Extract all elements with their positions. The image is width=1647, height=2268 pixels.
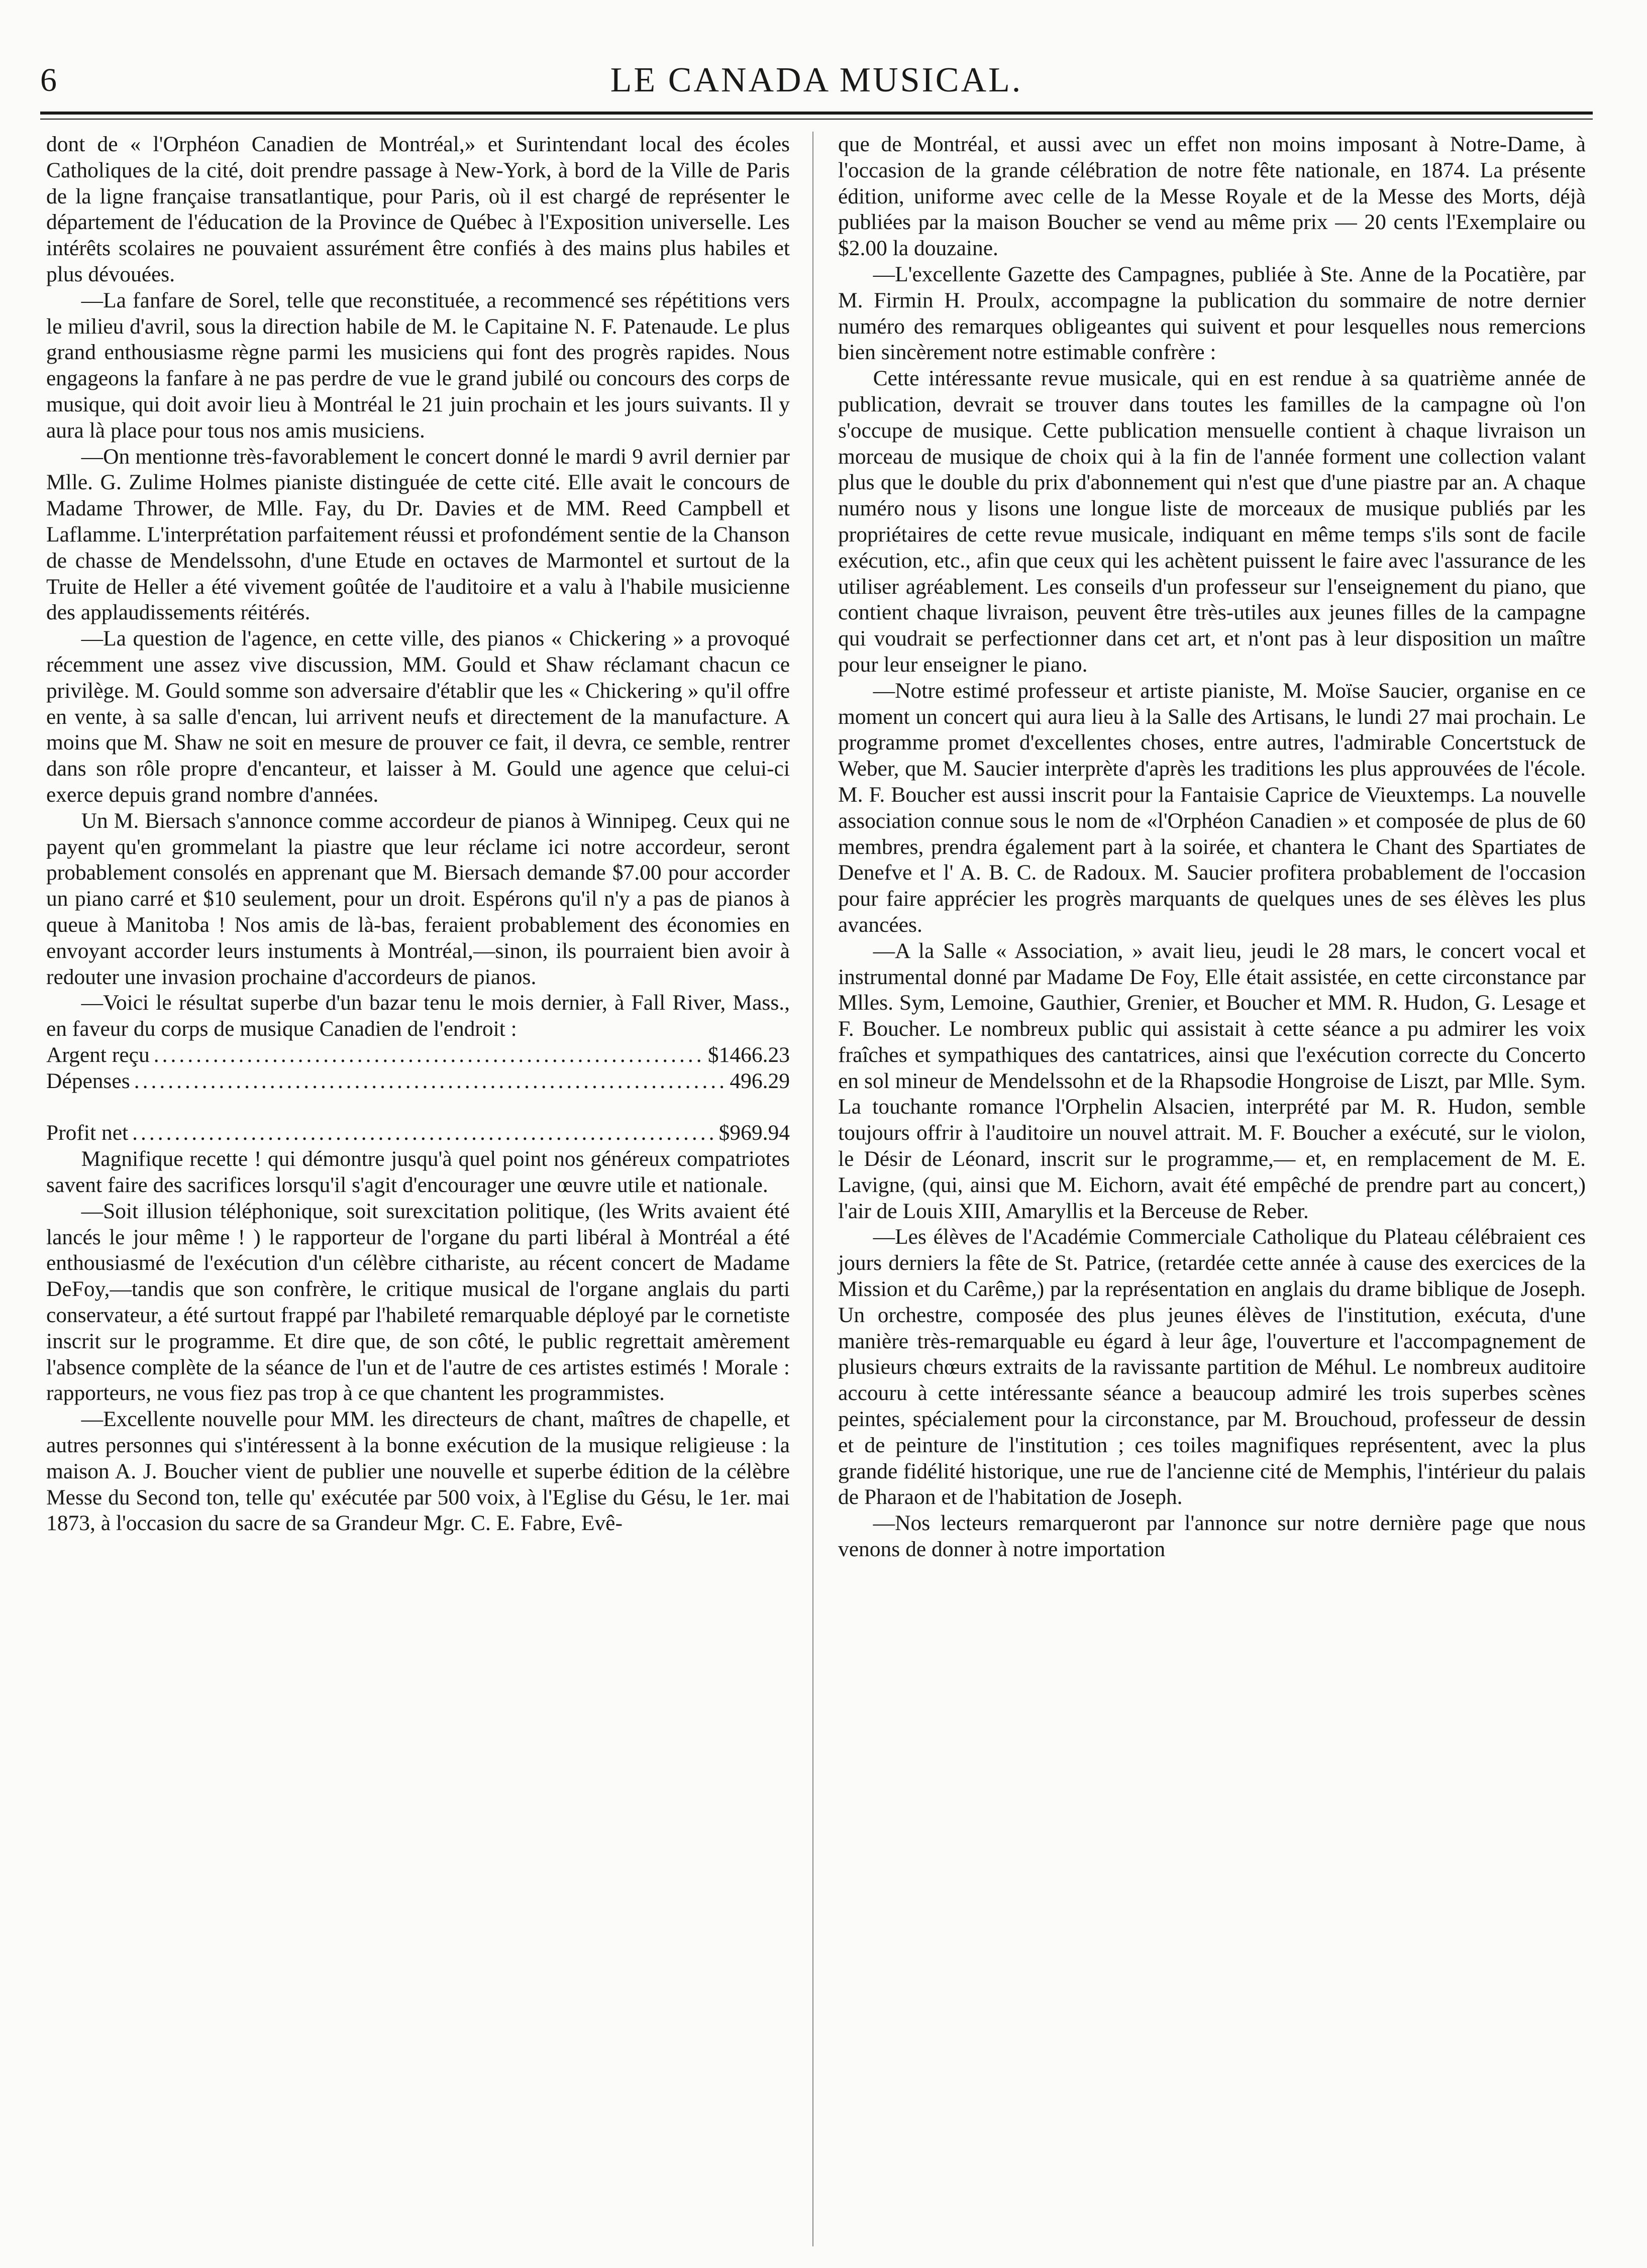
ledger-label: Dépenses: [46, 1068, 130, 1093]
ledger-row-expenses: [46, 1068, 790, 1095]
leader-dots: [132, 1120, 715, 1146]
article-paragraph: —La question de l'agence, en cette ville, des pianos « Chickering » a provoqué récemment une assez vive discussion, MM. Gould et Shaw réclamant chacun ce privilège. M. Gould somme son adversaire d'établir que les « Chickering » qu'il offre en vente, à sa salle d'encan, lui arrivent neufs et directement de la manufacture. A moins que M. Shaw ne soit en mesure de prouver ce fait, il devra, ce semble, rentrer dans son rôle propre d'encanteur, et laisser à M. Gould une agence que celui-ci exerce depuis grand nombre d'années.: [46, 626, 790, 807]
ledger-amount: $969.94: [718, 1121, 790, 1145]
article-paragraph: que de Montréal, et aussi avec un effet non moins imposant à Notre-Dame, à l'occasion de la grande célébration de notre fête nationale, en 1874. La présente édition, uniforme avec celle de la Messe Royale et de la Messe des Morts, déjà publiées par la maison Boucher se vend au même prix — 20 cents l'Exemplaire ou $2.00 la douzaine.: [838, 132, 1586, 261]
article-paragraph: —L'excellente Gazette des Campagnes, publiée à Ste. Anne de la Pocatière, par M. Firmin H. Proulx, accompagne la publication du sommaire de notre dernier numéro des remarques obligeantes qui suivent et pour lesquelles nous remercions bien sincèrement notre estimable confrère :: [838, 262, 1586, 365]
ledger-spacer: [46, 1094, 790, 1120]
column-divider: [812, 132, 813, 2246]
ledger-label: Argent reçu: [46, 1042, 150, 1067]
page-number: 6: [40, 62, 57, 98]
ledger-amount: $1466.23: [707, 1042, 790, 1067]
article-paragraph: Magnifique recette ! qui démontre jusqu'à quel point nos généreux compatriotes savent faire des sacrifices lorsqu'il s'agit d'encourager une œuvre utile et nationale.: [46, 1147, 790, 1198]
leader-dots: [154, 1042, 704, 1068]
leader-dots: [134, 1068, 726, 1095]
article-paragraph: —Nos lecteurs remarqueront par l'annonce sur notre dernière page que nous venons de donner à notre importation: [838, 1511, 1586, 1562]
article-paragraph: —Notre estimé professeur et artiste pianiste, M. Moïse Saucier, organise en ce moment un concert qui aura lieu à la Salle des Artisans, le lundi 27 mai prochain. Le programme promet d'excellentes choses, entre autres, l'admirable Concertstuck de Weber, que M. Saucier interprète d'après les traditions les plus approuvées de l'école. M. F. Boucher est aussi inscrit pour la Fantaisie Caprice de Vieuxtemps. La nouvelle association connue sous le nom de «l'Orphéon Canadien » et composée de plus de 60 membres, prendra également part à la soirée, et chantera le Chant des Spartiates de Denefve et l' A. B. C. de Radoux. M. Saucier profitera probablement de l'occasion pour faire apprécier les progrès marquants de quelques unes de ses élèves les plus avancées.: [838, 678, 1586, 937]
header-rule-thick: [40, 112, 1593, 115]
article-paragraph: Un M. Biersach s'annonce comme accordeur de pianos à Winnipeg. Ceux qui ne payent qu'en grommelant la piastre que leur réclame ici notre accordeur, seront probablement consolés en apprenant que M. Biersach demande $7.00 pour accorder un piano carré et $10 seulement, pour un droit. Espérons qu'il n'y a pas de pianos à queue à Manitoba ! Nos amis de là-bas, feraient probablement des économies en envoyant accorder leurs instuments à Montréal,—sinon, ils pourraient bien avoir à redouter une invasion prochaine d'accordeurs de pianos.: [46, 808, 790, 989]
article-paragraph: dont de « l'Orphéon Canadien de Montréal,» et Surintendant local des écoles Catholiques de la cité, doit prendre passage à New-York, à bord de la Ville de Paris de la ligne française transatlantique, pour Paris, où il est chargé de représenter le département de l'éducation de la Province de Québec à l'Exposition universelle. Les intérêts scolaires ne pouvaient assurément être confiés à des mains plus habiles et plus dévouées.: [46, 132, 790, 286]
ledger-label: Profit net: [46, 1121, 129, 1145]
article-paragraph: —La fanfare de Sorel, telle que reconstituée, a recommencé ses répétitions vers le milieu d'avril, sous la direction habile de M. le Capitaine N. F. Patenaude. Le plus grand enthousiasme règne parmi les musiciens qui font des progrès rapides. Nous engageons la fanfare à ne pas perdre de vue le grand jubilé ou concours des corps de musique, qui doit avoir lieu à Montréal le 21 juin prochain et les jours suivants. Il y aura là place pour tous nos amis musiciens.: [46, 288, 790, 443]
bazar-ledger: [46, 1042, 790, 1146]
article-paragraph: —Excellente nouvelle pour MM. les directeurs de chant, maîtres de chapelle, et autres personnes qui s'intéressent à la bonne exécution de la musique religieuse : la maison A. J. Boucher vient de publier une nouvelle et superbe édition de la célèbre Messe du Second ton, telle qu' exécutée par 500 voix, à l'Eglise du Gésu, le 1er. mai 1873, à l'occasion du sacre de sa Grandeur Mgr. C. E. Fabre, Evê-: [46, 1407, 790, 1536]
article-paragraph: —Voici le résultat superbe d'un bazar tenu le mois dernier, à Fall River, Mass., en faveur du corps de musique Canadien de l'endroit :: [46, 991, 790, 1041]
article-paragraph: —On mentionne très-favorablement le concert donné le mardi 9 avril dernier par Mlle. G. Zulime Holmes pianiste distinguée de cette cité. Elle avait le concours de Madame Thrower, de Mlle. Fay, du Dr. Davies et de MM. Reed Campbell et Laflamme. L'interprétation parfaitement réussi et profondément sentie de la Chanson de chasse de Mendelssohn, d'une Etude en octaves de Marmontel et surtout de la Truite de Heller a été vivement goûtée de l'auditoire et a valu à l'habile musicienne des applaudissements réitérés.: [46, 444, 790, 625]
ledger-row-received: [46, 1042, 790, 1068]
article-paragraph: —Soit illusion téléphonique, soit surexcitation politique, (les Writs avaient été lancés le jour même ! ) le rapporteur de l'organe du parti libéral à Montréal a été enthousiasmé de l'exécution d'un célèbre cithariste, au récent concert de Madame DeFoy,—tandis que son confrère, le critique musical de l'organe anglais du parti conservateur, a été surtout frappé par l'habileté remarquable déployé par le cornetiste inscrit sur le programme. Et dire que, de son côté, le public regrettait amèrement l'absence complète de la séance de l'un et de l'autre de ces artistes estimés ! Morale : rapporteurs, ne vous fiez pas trop à ce que chantent les programmistes.: [46, 1199, 790, 1406]
article-paragraph: —A la Salle « Association, » avait lieu, jeudi le 28 mars, le concert vocal et instrumental donné par Madame De Foy, Elle était assistée, en cette circonstance par Mlles. Sym, Lemoine, Gauthier, Grenier, et Boucher et MM. R. Hudon, G. Lesage et F. Boucher. Le nombreux public qui assistait à cette séance a pu admirer les voix fraîches et sympathiques des cantatrices, ainsi que l'exécution correcte du Concerto en sol mineur de Mendelssohn et de la Rhapsodie Hongroise de Liszt, par Mlle. Sym. La touchante romance l'Orphelin Alsacien, interprété par M. R. Hudon, semble toujours offrir à l'auditoire un nouvel attrait. M. F. Boucher a exécuté, sur le violon, le Désir de Léonard, inscrit sur le programme,— et, en remplacement de M. E. Lavigne, (qui, ainsi que M. Eichorn, avait été empêché de prendre part au concert,) l'air de Louis XIII, Amaryllis et la Berceuse de Reber.: [838, 938, 1586, 1223]
article-paragraph: —Les élèves de l'Académie Commerciale Catholique du Plateau célébraient ces jours derniers la fête de St. Patrice, (retardée cette année à cause des exercices de la Mission et du Carême,) par la représentation en anglais du drame biblique de Joseph. Un orchestre, composée des plus jeunes élèves de l'institution, exécuta, d'une manière très-remarquable eu égard à leur âge, l'ouverture et l'accompagnement de plusieurs chœurs extraits de la ravissante partition de Méhul. Le nombreux auditoire accouru à cette intéressante séance a beaucoup admiré les trois superbes scènes peintes, spécialement pour la circonstance, par M. Brouchoud, professeur de dessin et de peinture de l'institution ; ces toiles magnifiques représentent, avec la plus grande fidélité historique, une rue de l'ancienne cité de Memphis, l'intérieur du palais de Pharaon et de l'habitation de Joseph.: [838, 1225, 1586, 1509]
ledger-amount: 496.29: [730, 1068, 790, 1093]
page-header: [40, 60, 1593, 105]
masthead-title: LE CANADA MUSICAL.: [610, 61, 1023, 99]
right-column: [838, 132, 1586, 1563]
left-column: [46, 132, 790, 1537]
ledger-row-profit: [46, 1120, 790, 1146]
header-rule-thin: [40, 119, 1593, 120]
article-paragraph: Cette intéressante revue musicale, qui en est rendue à sa quatrième année de publication, devrait se trouver dans toutes les familles de la campagne où l'on s'occupe de musique. Cette publication mensuelle contient à chaque livraison un morceau de musique de choix qui à la fin de l'année forment une collection valant plus que le double du prix d'abonnement qui n'est que d'une piastre par an. A chaque numéro nous y lisons une longue liste de morceaux de musique publiés par les propriétaires de cette revue musicale, indiquant en même temps s'ils sont de facile exécution, etc., afin que ceux qui les achètent puissent le faire avec l'assurance de les utiliser agréablement. Les conseils d'un professeur sur l'enseignement du piano, que contient chaque livraison, peuvent être très-utiles aux jeunes filles de la campagne qui voudrait se perfectionner dans cet art, et n'ont pas à leur disposition un maître pour leur enseigner le piano.: [838, 366, 1586, 677]
